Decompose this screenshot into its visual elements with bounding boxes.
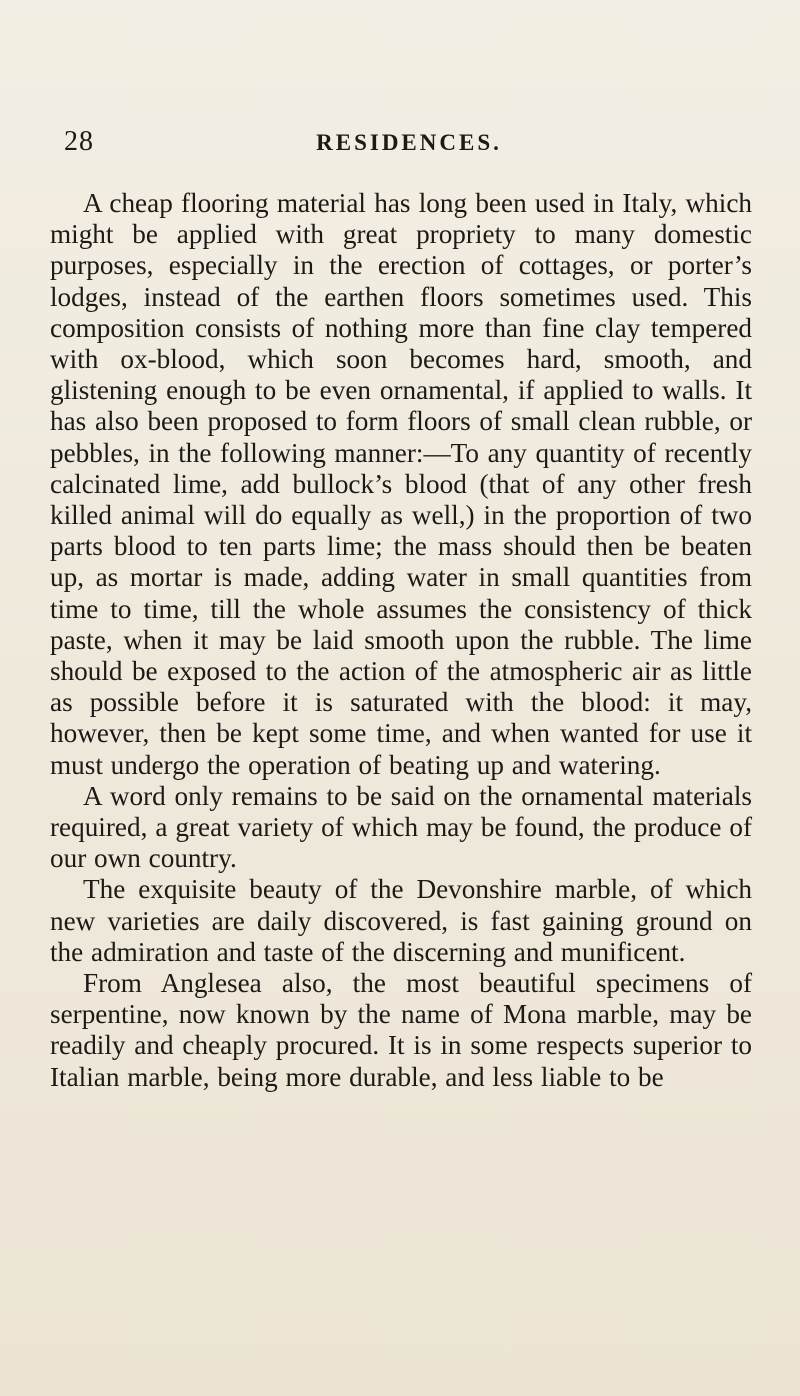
body-text — [50, 188, 752, 1093]
page-number: 28 — [64, 126, 94, 157]
page-header — [64, 126, 754, 166]
paragraph-devonshire-marble: The exquisite beauty of the Devonshire marble, of which new varieties are daily discovered, is fast gaining ground on the admiration and taste of the discerning and munificent. — [50, 874, 752, 967]
paragraph-anglesea-serpentine: From Anglesea also, the most beautiful specimens of serpentine, now known by the name of Mona marble, may be readily and cheaply procured. It is in some respects superior to Italian marble, being more durable, and less liable to be — [50, 968, 752, 1092]
paragraph-flooring: A cheap flooring material has long been used in Italy, which might be applied with great propriety to many domestic purposes, especially in the erection of cottages, or porter’s lodges, instead of the earthen floors sometimes used. This composition consists of nothing more than fine clay tempered with ox-blood, which soon becomes hard, smooth, and glistening enough to be even ornamental, if applied to walls. It has also been proposed to form floors of small clean rubble, or pebbles, in the following manner:—To any quantity of recently calcinated lime, add bullock’s blood (that of any other fresh killed animal will do equally as well,) in the proportion of two parts blood to ten parts lime; the mass should then be beaten up, as mortar is made, adding water in small quantities from time to time, till the whole assumes the consistency of thick paste, when it may be laid smooth upon the rubble. The lime should be exposed to the action of the atmospheric air as little as possible before it is saturated with the blood: it may, however, then be kept some time, and when wanted for use it must undergo the operation of beating up and watering. — [50, 188, 752, 780]
running-head: RESIDENCES. — [316, 130, 502, 155]
paragraph-ornamental-materials: A word only remains to be said on the ornamental materials required, a great variety of which may be found, the produce of our own country. — [50, 780, 752, 874]
